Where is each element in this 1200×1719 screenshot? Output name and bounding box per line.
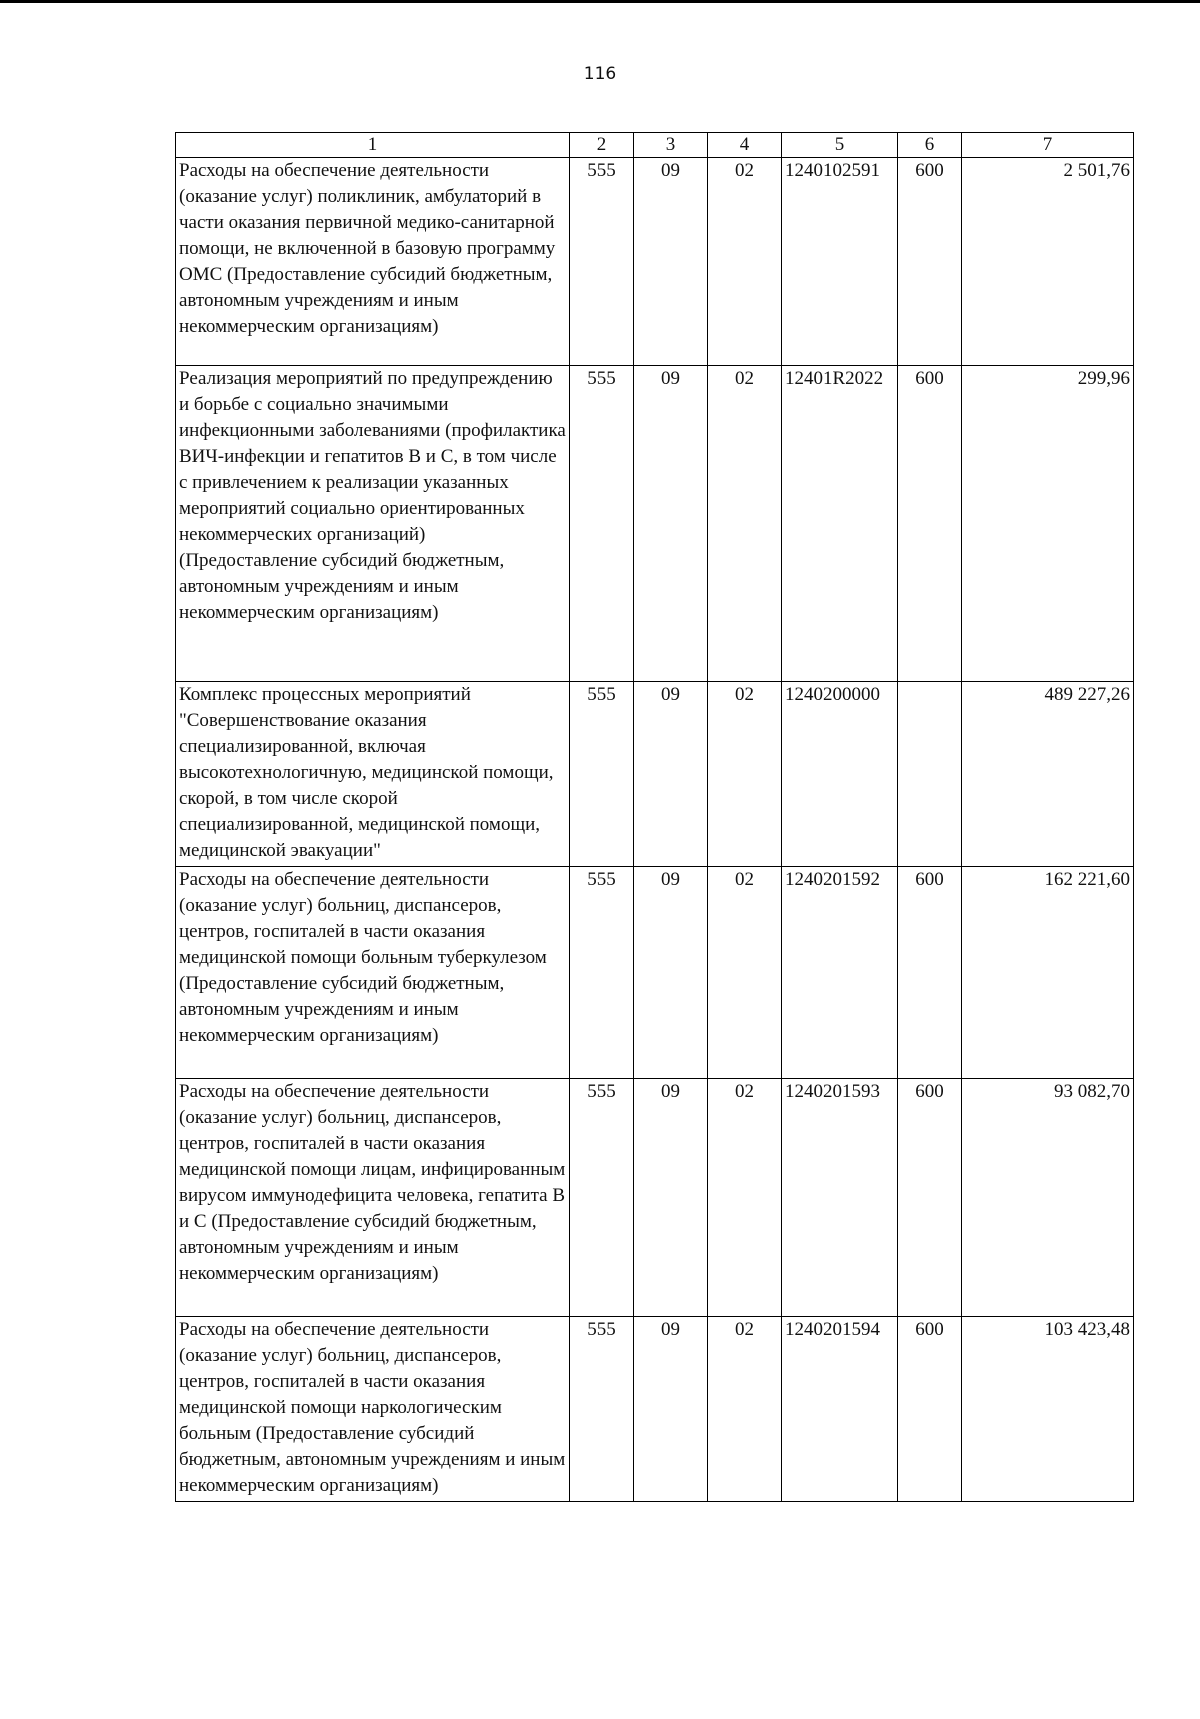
amount-cell: 299,96 (962, 366, 1134, 682)
amount-cell: 2 501,76 (962, 158, 1134, 366)
expense-type-cell: 600 (898, 867, 962, 1079)
target-item-cell: 1240201593 (782, 1079, 898, 1317)
section-cell: 09 (634, 682, 708, 867)
subsection-cell: 02 (708, 1317, 782, 1502)
target-item-cell: 1240200000 (782, 682, 898, 867)
amount-cell: 93 082,70 (962, 1079, 1134, 1317)
section-cell: 09 (634, 867, 708, 1079)
column-header: 1 (176, 133, 570, 158)
row-description: Реализация мероприятий по предупреждению и борьбе с социально значимыми инфекционными заболеваниями (профилактика ВИЧ-инфекции и гепатитов В и С, в том числе с привлечением к реализации указанных мероприятий социально ориентированных некоммерческих организаций) (Предоставление субсидий бюджетным, автономным учреждениям и иным некоммерческим организациям) (176, 366, 570, 682)
target-item-cell: 1240201594 (782, 1317, 898, 1502)
row-description: Расходы на обеспечение деятельности (оказание услуг) больниц, диспансеров, центров, госпиталей в части оказания медицинской помощи наркологическим больным (Предоставление субсидий бюджетным, автономным учреждениям и иным некоммерческим организациям) (176, 1317, 570, 1502)
table-row (176, 158, 1134, 366)
amount-cell: 103 423,48 (962, 1317, 1134, 1502)
subsection-cell: 02 (708, 867, 782, 1079)
subsection-cell: 02 (708, 158, 782, 366)
row-description: Расходы на обеспечение деятельности (оказание услуг) больниц, диспансеров, центров, госпиталей в части оказания медицинской помощи лицам, инфицированным вирусом иммунодефицита человека, гепатита В и С (Предоставление субсидий бюджетным, автономным учреждениям и иным некоммерческим организациям) (176, 1079, 570, 1317)
row-description: Расходы на обеспечение деятельности (оказание услуг) поликлиник, амбулаторий в части оказания первичной медико-санитарной помощи, не включенной в базовую программу ОМС (Предоставление субсидий бюджетным, автономным учреждениям и иным некоммерческим организациям) (176, 158, 570, 366)
target-item-cell: 12401R2022 (782, 366, 898, 682)
subsection-cell: 02 (708, 1079, 782, 1317)
expense-type-cell: 600 (898, 1079, 962, 1317)
row-description: Расходы на обеспечение деятельности (оказание услуг) больниц, диспансеров, центров, госпиталей в части оказания медицинской помощи больным туберкулезом (Предоставление субсидий бюджетным, автономным учреждениям и иным некоммерческим организациям) (176, 867, 570, 1079)
section-cell: 09 (634, 158, 708, 366)
column-header: 5 (782, 133, 898, 158)
row-description: Комплекс процессных мероприятий "Совершенствование оказания специализированной, включая высокотехнологичную, медицинской помощи, скорой, в том числе скорой специализированной, медицинской помощи, медицинской эвакуации" (176, 682, 570, 867)
column-header: 7 (962, 133, 1134, 158)
code-cell: 555 (570, 867, 634, 1079)
code-cell: 555 (570, 682, 634, 867)
amount-cell: 489 227,26 (962, 682, 1134, 867)
code-cell: 555 (570, 158, 634, 366)
expense-type-cell (898, 682, 962, 867)
column-header: 3 (634, 133, 708, 158)
header-row (176, 133, 1134, 158)
target-item-cell: 1240201592 (782, 867, 898, 1079)
table-row (176, 366, 1134, 682)
target-item-cell: 1240102591 (782, 158, 898, 366)
code-cell: 555 (570, 366, 634, 682)
column-header: 2 (570, 133, 634, 158)
expense-type-cell: 600 (898, 366, 962, 682)
column-header: 4 (708, 133, 782, 158)
table-row (176, 1317, 1134, 1502)
section-cell: 09 (634, 1079, 708, 1317)
table-row (176, 1079, 1134, 1317)
top-edge-rule (0, 0, 1200, 3)
section-cell: 09 (634, 1317, 708, 1502)
expense-type-cell: 600 (898, 1317, 962, 1502)
subsection-cell: 02 (708, 682, 782, 867)
budget-table (175, 132, 1134, 1502)
table-row (176, 867, 1134, 1079)
page-number: 116 (583, 64, 617, 84)
table-row (176, 682, 1134, 867)
code-cell: 555 (570, 1079, 634, 1317)
column-header: 6 (898, 133, 962, 158)
amount-cell: 162 221,60 (962, 867, 1134, 1079)
expense-type-cell: 600 (898, 158, 962, 366)
subsection-cell: 02 (708, 366, 782, 682)
section-cell: 09 (634, 366, 708, 682)
code-cell: 555 (570, 1317, 634, 1502)
